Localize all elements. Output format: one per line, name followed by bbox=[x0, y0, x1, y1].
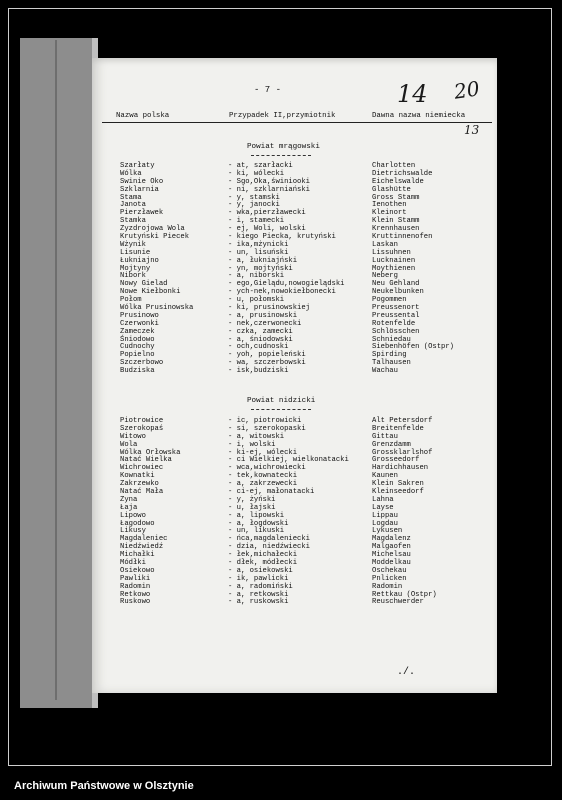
cell-case-adjective: - czka, zamecki bbox=[228, 327, 293, 336]
cell-german-name: Neu Gehland bbox=[372, 280, 420, 289]
cell-polish-name: Wola bbox=[120, 440, 138, 449]
table-row bbox=[92, 426, 497, 434]
cell-polish-name: Witowo bbox=[120, 432, 146, 441]
table-row bbox=[92, 434, 497, 442]
cell-german-name: Ienothen bbox=[372, 201, 407, 210]
cell-case-adjective: - dzia, niedźwiecki bbox=[228, 543, 310, 552]
cell-polish-name: Szerokopaś bbox=[120, 424, 164, 433]
cell-case-adjective: - och,cudnoski bbox=[228, 343, 289, 352]
cell-polish-name: Łaja bbox=[120, 503, 138, 512]
table-row bbox=[92, 497, 497, 505]
cell-german-name: Lissuhnen bbox=[372, 248, 411, 257]
cell-german-name: Rotenfelde bbox=[372, 319, 416, 328]
cell-polish-name: Retkowo bbox=[120, 590, 151, 599]
cell-german-name: Kruttinnenofen bbox=[372, 233, 433, 242]
cell-german-name: Gittau bbox=[372, 432, 398, 441]
cell-german-name: Charlotten bbox=[372, 162, 416, 170]
page-number: - 7 - bbox=[254, 85, 282, 95]
cell-polish-name: Szczerbowo bbox=[120, 359, 164, 368]
cell-german-name: Rettkau (Ostpr) bbox=[372, 590, 437, 599]
cell-case-adjective: - wca,wichrowiecki bbox=[228, 464, 306, 473]
cell-case-adjective: - a, ruskowski bbox=[228, 598, 289, 607]
cell-polish-name: Magdaleniec bbox=[120, 535, 168, 544]
table-row bbox=[92, 187, 497, 195]
cell-german-name: Spirding bbox=[372, 351, 407, 360]
cell-german-name: Schniedau bbox=[372, 335, 411, 344]
cell-polish-name: Swinie Oko bbox=[120, 177, 164, 186]
cell-polish-name: Likusy bbox=[120, 527, 146, 536]
cell-german-name: Hardichhausen bbox=[372, 464, 429, 473]
cell-german-name: Oschekau bbox=[372, 566, 407, 575]
table-row bbox=[92, 289, 497, 297]
handwritten-folio-sub: 13 bbox=[464, 123, 480, 137]
cell-german-name: Neukelbunken bbox=[372, 288, 424, 297]
section-title-mragowski bbox=[247, 144, 320, 156]
cell-polish-name: Szarłaty bbox=[120, 162, 155, 170]
cell-polish-name: Módłki bbox=[120, 559, 146, 568]
cell-german-name: Radomin bbox=[372, 582, 403, 591]
table-row bbox=[92, 210, 497, 218]
table-row bbox=[92, 489, 497, 497]
cell-case-adjective: - ci-ej, małonatacki bbox=[228, 488, 315, 497]
cell-polish-name: Wólka bbox=[120, 169, 142, 178]
cell-german-name: Reuschwerder bbox=[372, 598, 424, 607]
cell-german-name: Moddelkau bbox=[372, 559, 411, 568]
cell-polish-name: Natać Wielka bbox=[120, 456, 172, 465]
cell-polish-name: Wólka Prusinowska bbox=[120, 304, 194, 313]
cell-case-adjective: - un, likuski bbox=[228, 527, 285, 536]
cell-polish-name: Niedźwiedź bbox=[120, 543, 164, 552]
cell-german-name: Kaunen bbox=[372, 472, 398, 481]
cell-polish-name: Osiekowo bbox=[120, 566, 155, 575]
cell-german-name: Neberg bbox=[372, 272, 398, 281]
cell-polish-name: Lipowo bbox=[120, 511, 146, 520]
cell-polish-name: Pierzławek bbox=[120, 209, 164, 218]
cell-polish-name: Cudnochy bbox=[120, 343, 155, 352]
cell-case-adjective: - a, śniodowski bbox=[228, 335, 293, 344]
cell-polish-name: Lisunie bbox=[120, 248, 151, 257]
table-row bbox=[92, 568, 497, 576]
cell-german-name: Talhausen bbox=[372, 359, 411, 368]
cell-german-name: Michelsau bbox=[372, 551, 411, 560]
cell-german-name: Klein Sakren bbox=[372, 480, 424, 489]
cell-case-adjective: - at, szarłacki bbox=[228, 162, 293, 170]
table-row bbox=[92, 266, 497, 274]
cell-polish-name: Nibork bbox=[120, 272, 146, 281]
cell-polish-name: Budziska bbox=[120, 367, 155, 376]
cell-case-adjective: - wka,pierzławecki bbox=[228, 209, 306, 218]
cell-case-adjective: - wa, szczerbowski bbox=[228, 359, 306, 368]
cell-case-adjective: - ni, szklarniański bbox=[228, 185, 310, 194]
cell-case-adjective: - a, prusinowski bbox=[228, 311, 298, 320]
header-german-name: Dawna nazwa niemiecka bbox=[372, 112, 466, 120]
cell-german-name: Grosseedorf bbox=[372, 456, 420, 465]
handwritten-folio-alt: 20 bbox=[452, 76, 481, 104]
cell-case-adjective: - nek,czerwonecki bbox=[228, 319, 302, 328]
header-rule bbox=[102, 122, 492, 123]
cell-polish-name: Czerwonki bbox=[120, 319, 159, 328]
cell-case-adjective: - a, łogdowski bbox=[228, 519, 289, 528]
cell-case-adjective: - ych-nek,nowokiełbonecki bbox=[228, 288, 336, 297]
cell-case-adjective: - a, osiekowski bbox=[228, 566, 293, 575]
cell-case-adjective: - ci Wielkiej, wielkonatacki bbox=[228, 456, 349, 465]
cell-polish-name: Kownatki bbox=[120, 472, 155, 481]
cell-case-adjective: - a, zakrzewecki bbox=[228, 480, 298, 489]
cell-case-adjective: - y, janocki bbox=[228, 201, 280, 210]
cell-case-adjective: - i, wolski bbox=[228, 440, 276, 449]
cell-polish-name: Zakrzewko bbox=[120, 480, 159, 489]
cell-case-adjective: - u, łajski bbox=[228, 503, 276, 512]
section-title-text: Powiat mrągowski bbox=[247, 143, 320, 151]
cell-case-adjective: - kiego Piecka, krutyński bbox=[228, 233, 336, 242]
back-sheet-edge bbox=[55, 40, 57, 700]
cell-polish-name: Piotrowice bbox=[120, 417, 164, 425]
cell-german-name: Layse bbox=[372, 503, 394, 512]
cell-polish-name: Mojtyny bbox=[120, 264, 151, 273]
section-title-nidzicki bbox=[247, 398, 315, 410]
cell-case-adjective: - ńca,magdaleniecki bbox=[228, 535, 310, 544]
cell-german-name: Grenzdamm bbox=[372, 440, 411, 449]
cell-polish-name: Łukniajno bbox=[120, 256, 159, 265]
cell-case-adjective: - ki-ej, wólecki bbox=[228, 448, 298, 457]
cell-german-name: Moythienen bbox=[372, 264, 416, 273]
cell-german-name: Pnlicken bbox=[372, 574, 407, 583]
cell-german-name: Alt Petersdorf bbox=[372, 417, 433, 425]
header-polish-name: Nazwa polska bbox=[116, 112, 170, 120]
cell-case-adjective: - ki, prusinowskiej bbox=[228, 304, 310, 313]
cell-polish-name: Wżynik bbox=[120, 240, 146, 249]
cell-case-adjective: - a, lipowski bbox=[228, 511, 285, 520]
table-row bbox=[92, 368, 497, 376]
section-rows-nidzicki bbox=[92, 418, 497, 607]
cell-case-adjective: - y, żyński bbox=[228, 495, 276, 504]
table-row bbox=[92, 195, 497, 203]
cell-case-adjective: - yoh, popieleński bbox=[228, 351, 306, 360]
cell-polish-name: Prusinowo bbox=[120, 311, 159, 320]
cell-polish-name: Zyzdrojowa Wola bbox=[120, 225, 185, 234]
cell-polish-name: Połom bbox=[120, 296, 142, 305]
cell-case-adjective: - łek,michałecki bbox=[228, 551, 298, 560]
cell-german-name: Gross Stamm bbox=[372, 193, 420, 202]
cell-german-name: Kleinort bbox=[372, 209, 407, 218]
section-rows-mragowski bbox=[92, 163, 497, 376]
cell-case-adjective: - a, niborski bbox=[228, 272, 285, 281]
cell-polish-name: Krutyński Piecek bbox=[120, 233, 190, 242]
handwritten-folio-number: 14 bbox=[397, 80, 428, 108]
back-sheet bbox=[20, 38, 98, 708]
section-title-text: Powiat nidzicki bbox=[247, 397, 316, 405]
table-row bbox=[92, 599, 497, 607]
cell-german-name: Eichelswalde bbox=[372, 177, 424, 186]
cell-german-name: Dietrichswalde bbox=[372, 169, 433, 178]
cell-case-adjective: - si, szerokopaski bbox=[228, 424, 306, 433]
cell-case-adjective: - ego,Gielądu,nowogielądski bbox=[228, 280, 345, 289]
cell-case-adjective: - Sgo,Oka,świniooki bbox=[228, 177, 310, 186]
cell-german-name: Klein Stamm bbox=[372, 217, 420, 226]
cell-case-adjective: - a, witowski bbox=[228, 432, 285, 441]
cell-polish-name: Ruskowo bbox=[120, 598, 151, 607]
section-underline bbox=[251, 155, 311, 156]
cell-german-name: Lykusen bbox=[372, 527, 403, 536]
table-row bbox=[92, 576, 497, 584]
cell-polish-name: Stama bbox=[120, 193, 142, 202]
cell-german-name: Siebenhöfen (Ostpr) bbox=[372, 343, 454, 352]
cell-polish-name: Pawliki bbox=[120, 574, 151, 583]
cell-case-adjective: - tek,kownatecki bbox=[228, 472, 298, 481]
cell-german-name: Lippau bbox=[372, 511, 398, 520]
cell-german-name: Grossklarlshof bbox=[372, 448, 433, 457]
cell-case-adjective: - ic, piotrowicki bbox=[228, 417, 302, 425]
cell-german-name: Wachau bbox=[372, 367, 398, 376]
table-row bbox=[92, 521, 497, 529]
cell-german-name: Malgaofen bbox=[372, 543, 411, 552]
continuation-mark: ./. bbox=[397, 667, 416, 678]
cell-case-adjective: - ki, wólecki bbox=[228, 169, 285, 178]
header-case-adjective: Przypadek II,przymiotnik bbox=[229, 112, 336, 120]
cell-polish-name: Śniodowo bbox=[120, 335, 155, 344]
table-row bbox=[92, 242, 497, 250]
cell-polish-name: Nowe Kiełbonki bbox=[120, 288, 181, 297]
cell-case-adjective: - yn, mojtyński bbox=[228, 264, 293, 273]
cell-polish-name: Zameczek bbox=[120, 327, 155, 336]
table-row bbox=[92, 234, 497, 242]
cell-case-adjective: - a, radomiński bbox=[228, 582, 293, 591]
cell-german-name: Schlösschen bbox=[372, 327, 420, 336]
cell-polish-name: Nowy Gielad bbox=[120, 280, 168, 289]
cell-case-adjective: - un, lisuński bbox=[228, 248, 289, 257]
cell-german-name: Lucknainen bbox=[372, 256, 416, 265]
cell-german-name: Preussental bbox=[372, 311, 420, 320]
cell-case-adjective: - y, stamski bbox=[228, 193, 280, 202]
cell-case-adjective: - ika,mżynicki bbox=[228, 240, 289, 249]
cell-polish-name: Popielno bbox=[120, 351, 155, 360]
archive-label: Archiwum Państwowe w Olsztynie bbox=[14, 780, 194, 792]
cell-case-adjective: - ik, pawlicki bbox=[228, 574, 289, 583]
cell-german-name: Krennhausen bbox=[372, 225, 420, 234]
cell-polish-name: Janota bbox=[120, 201, 146, 210]
table-row bbox=[92, 258, 497, 266]
cell-german-name: Logdau bbox=[372, 519, 398, 528]
cell-case-adjective: - i, stamecki bbox=[228, 217, 285, 226]
cell-case-adjective: - isk,budziski bbox=[228, 367, 289, 376]
cell-polish-name: Stamka bbox=[120, 217, 146, 226]
table-row bbox=[92, 592, 497, 600]
cell-case-adjective: - ej, Woli, wolski bbox=[228, 225, 306, 234]
cell-polish-name: Wichrowiec bbox=[120, 464, 164, 473]
cell-polish-name: Łagodowo bbox=[120, 519, 155, 528]
cell-german-name: Magdalenz bbox=[372, 535, 411, 544]
cell-polish-name: Michałki bbox=[120, 551, 155, 560]
cell-german-name: Glashütte bbox=[372, 185, 411, 194]
cell-german-name: Lahna bbox=[372, 495, 394, 504]
cell-case-adjective: - a, łukniajński bbox=[228, 256, 298, 265]
cell-polish-name: Radomin bbox=[120, 582, 151, 591]
cell-polish-name: Zyna bbox=[120, 495, 138, 504]
cell-german-name: Pogommen bbox=[372, 296, 407, 305]
cell-polish-name: Natać Mała bbox=[120, 488, 164, 497]
cell-case-adjective: - a, retkowski bbox=[228, 590, 289, 599]
section-underline bbox=[251, 409, 311, 410]
cell-german-name: Breitenfelde bbox=[372, 424, 424, 433]
cell-polish-name: Szklarnia bbox=[120, 185, 159, 194]
cell-german-name: Laskan bbox=[372, 240, 398, 249]
table-row bbox=[92, 163, 497, 171]
document-page bbox=[92, 58, 497, 693]
cell-german-name: Kleinseedorf bbox=[372, 488, 424, 497]
table-row bbox=[92, 505, 497, 513]
cell-case-adjective: - u, połomski bbox=[228, 296, 285, 305]
cell-polish-name: Wólka Orłowska bbox=[120, 448, 181, 457]
cell-german-name: Preussenort bbox=[372, 304, 420, 313]
cell-case-adjective: - dłek, módłecki bbox=[228, 559, 298, 568]
